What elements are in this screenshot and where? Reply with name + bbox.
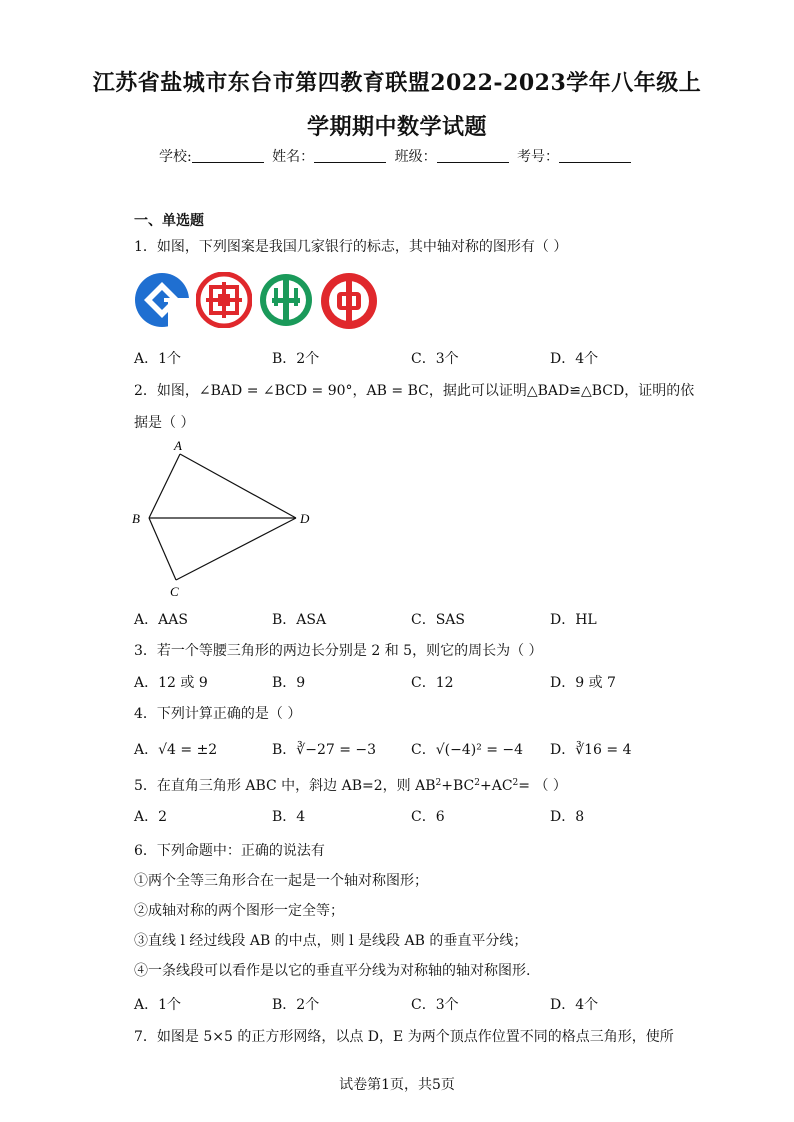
q6-item-3: ③直线 l 经过线段 AB 的中点，则 l 是线段 AB 的垂直平分线； [134, 933, 528, 949]
q5-stem [134, 775, 567, 795]
bank-logo-ccb-icon [134, 272, 190, 328]
q6-option-d[interactable]: D．4个 [550, 997, 599, 1013]
label-b: B [132, 511, 140, 526]
school-blank[interactable] [192, 148, 264, 163]
q1-option-b[interactable]: B．2个 [272, 351, 320, 367]
q4-option-c[interactable]: C．√(−4)² = −4 [411, 742, 524, 758]
label-d: D [300, 511, 310, 526]
q2-stem-line2: 据是（ ） [134, 415, 195, 431]
name-blank[interactable] [314, 148, 386, 163]
bank-logo-icbc-icon [196, 272, 252, 328]
q6-option-a[interactable]: A．1个 [134, 997, 182, 1013]
q6-option-b[interactable]: B．2个 [272, 997, 320, 1013]
q3-option-a[interactable]: A．12 或 9 [134, 675, 208, 691]
q4-option-b[interactable]: B．∛−27 = −3 [272, 742, 377, 758]
class-label: 班级： [394, 149, 437, 165]
q5-option-c[interactable]: C．6 [411, 809, 445, 825]
q2-option-a[interactable]: A．AAS [134, 612, 188, 628]
section-heading: 一、单选题 [134, 213, 204, 229]
label-a: A [174, 438, 182, 453]
q6-item-4: ④一条线段可以看作是以它的垂直平分线为对称轴的轴对称图形. [134, 963, 531, 979]
class-blank[interactable] [437, 148, 509, 163]
q4-stem: 4．下列计算正确的是（ ） [134, 706, 302, 722]
q6-stem: 6．下列命题中：正确的说法有 [134, 843, 325, 859]
q5-sup-3: 2 [512, 778, 519, 788]
q3-option-c[interactable]: C．12 [411, 675, 454, 691]
q2-stem-line1: 2．如图，∠BAD = ∠BCD = 90°，AB = BC，据此可以证明△BAD≌△BCD，证明的依 [134, 383, 695, 399]
page-title-line1: 江苏省盐城市东台市第四教育联盟2022-2023学年八年级上 [92, 70, 702, 96]
q2-option-b[interactable]: B．ASA [272, 612, 327, 628]
q1-stem: 1．如图，下列图案是我国几家银行的标志，其中轴对称的图形有（ ） [134, 239, 568, 255]
q5-option-d[interactable]: D．8 [550, 809, 585, 825]
kite-figure [128, 436, 328, 604]
q1-option-a[interactable]: A．1个 [134, 351, 182, 367]
q2-option-d[interactable]: D．HL [550, 612, 597, 628]
q5-sup-1: 2 [435, 778, 442, 788]
school-label: 学校: [158, 149, 192, 165]
q4-option-d[interactable]: D．∛16 = 4 [550, 742, 632, 758]
q2-option-c[interactable]: C．SAS [411, 612, 466, 628]
label-c: C [170, 584, 179, 599]
q6-item-2: ②成轴对称的两个图形一定全等； [134, 903, 344, 919]
page-title-line2: 学期期中数学试题 [306, 114, 487, 140]
bank-logo-boc-icon [320, 272, 378, 330]
q5-stem-b: +BC [441, 778, 475, 794]
q5-stem-c: +AC [479, 778, 513, 794]
q3-option-b[interactable]: B．9 [272, 675, 306, 691]
q5-stem-d: = （ ） [518, 778, 567, 794]
q5-option-b[interactable]: B．4 [272, 809, 306, 825]
q4-option-a[interactable]: A．√4 = ±2 [134, 742, 218, 758]
q6-option-c[interactable]: C．3个 [411, 997, 459, 1013]
q5-option-a[interactable]: A．2 [134, 809, 168, 825]
page-footer: 试卷第1页，共5页 [339, 1077, 455, 1093]
bank-logo-abc-icon [258, 272, 314, 328]
q7-stem: 7．如图是 5×5 的正方形网络，以点 D，E 为两个顶点作位置不同的格点三角形，使所 [134, 1029, 674, 1045]
q3-option-d[interactable]: D．9 或 7 [550, 675, 616, 691]
name-label: 姓名： [272, 149, 315, 165]
q1-option-d[interactable]: D．4个 [550, 351, 599, 367]
q6-item-1: ①两个全等三角形合在一起是一个轴对称图形； [134, 873, 428, 889]
number-blank[interactable] [559, 148, 631, 163]
q3-stem: 3．若一个等腰三角形的两边长分别是 2 和 5，则它的周长为（ ） [134, 643, 543, 659]
student-info-line [0, 146, 794, 166]
number-label: 考号： [517, 149, 560, 165]
q5-sup-2: 2 [474, 778, 480, 788]
q1-option-c[interactable]: C．3个 [411, 351, 459, 367]
q5-stem-a: 5．在直角三角形 ABC 中，斜边 AB=2，则 AB [134, 778, 436, 794]
